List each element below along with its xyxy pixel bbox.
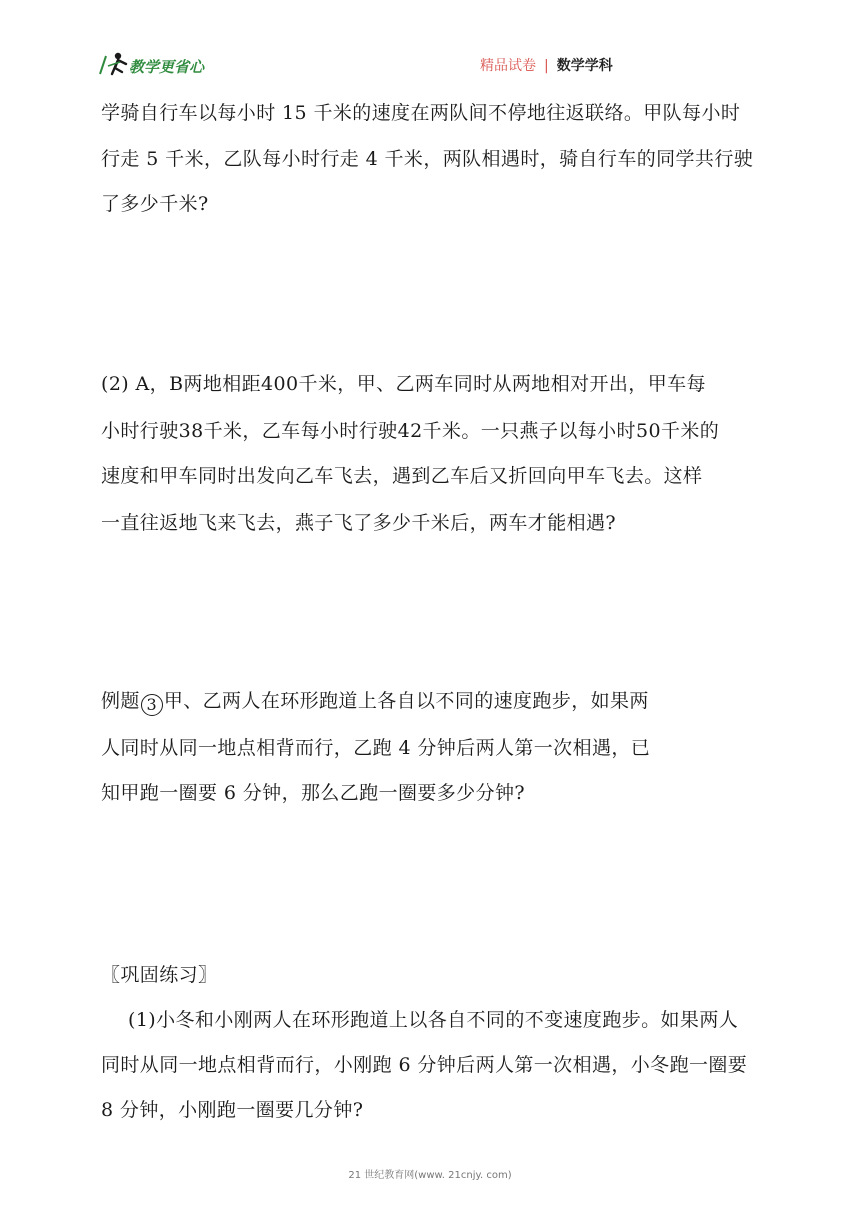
example3-line-2: 人同时从同一地点相背而行，乙跑 4 分钟后两人第一次相遇，已 [101, 737, 651, 759]
practice-line-1: (1)小冬和小刚两人在环形跑道上以各自不同的不变速度跑步。如果两人 [128, 1009, 739, 1031]
page-footer: 21 世纪教育网(www. 21cnjy. com) [348, 1170, 512, 1181]
problem2-line-4: 一直往返地飞来飞去，燕子飞了多少千米后，两车才能相遇? [101, 512, 616, 534]
header-tag: 精品试卷 [480, 58, 536, 74]
problem2-line-3: 速度和甲车同时出发向乙车飞去，遇到乙车后又折回向甲车飞去。这样 [101, 465, 703, 487]
circled-number: 3 [141, 694, 163, 716]
example3-prefix: 例题 [101, 690, 140, 712]
problem1-line-2: 行走 5 千米，乙队每小时行走 4 千米，两队相遇时，骑自行车的同学共行驶 [101, 148, 754, 170]
logo [98, 48, 228, 82]
practice-heading: 〖巩固练习〗 [101, 964, 218, 986]
page-header [0, 0, 860, 90]
example3-line-1 [101, 686, 649, 716]
problem1-line-1: 学骑自行车以每小时 15 千米的速度在两队间不停地往返联络。甲队每小时 [101, 102, 741, 124]
practice-line-2: 同时从同一地点相背而行，小刚跑 6 分钟后两人第一次相遇，小冬跑一圈要 [101, 1054, 748, 1076]
practice-line-3: 8 分钟，小刚跑一圈要几分钟? [101, 1099, 364, 1121]
svg-text:教学更省心: 教学更省心 [129, 58, 205, 76]
header-subject: 数学学科 [556, 58, 613, 74]
header-right [480, 55, 613, 75]
header-separator: | [544, 58, 549, 74]
example3-line-3: 知甲跑一圈要 6 分钟，那么乙跑一圈要多少分钟? [101, 782, 525, 804]
problem1-line-3: 了多少千米? [101, 193, 209, 215]
example3-line1-rest: 甲、乙两人在环形跑道上各自以不同的速度跑步，如果两 [163, 690, 649, 712]
problem2-line-1: (2) A，B两地相距400千米，甲、乙两车同时从两地相对开出，甲车每 [101, 373, 706, 395]
problem2-line-2: 小时行驶38千米，乙车每小时行驶42千米。一只燕子以每小时50千米的 [101, 420, 720, 442]
